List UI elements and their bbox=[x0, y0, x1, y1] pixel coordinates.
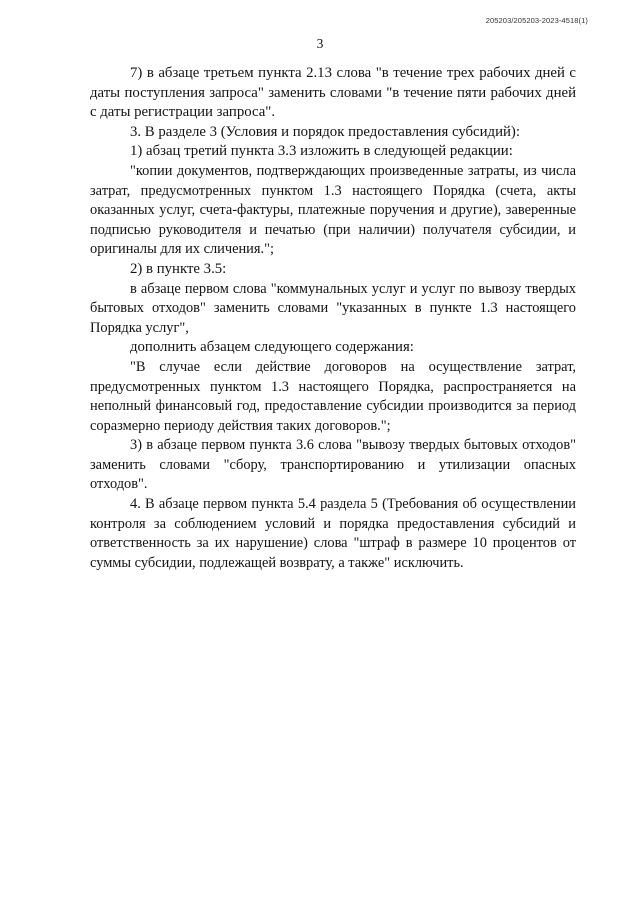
paragraph-quote-added: "В случае если действие договоров на осуществление затрат, предусмотренных пунктом 1.3 настоящего Порядка, распространяется на неполный финансовый год, предоставление субсидии производится за период соразмерно периоду действия таких договоров."; bbox=[90, 358, 576, 434]
paragraph-subitem-3: 3) в абзаце первом пункта 3.6 слова "вывозу твердых бытовых отходов" заменить словами "сбору, транспортированию и утилизации опасных отходов". bbox=[90, 437, 576, 493]
document-body bbox=[90, 64, 576, 573]
paragraph-quote-3-3: "копии документов, подтверждающих произведенные затраты, из числа затрат, предусмотренных пунктом 1.3 настоящего Порядка (счета, акты оказанных услуг, счета-фактуры, платежные поручения и другие), заверенные подписью руководителя и печатью (при наличии) получателя субсидии, и оригиналы для их сличения."; bbox=[90, 162, 576, 258]
paragraph-add-intro: дополнить абзацем следующего содержания: bbox=[130, 339, 414, 356]
paragraph-subitem-2: 2) в пункте 3.5: bbox=[130, 260, 227, 277]
page-number: 3 bbox=[316, 36, 324, 51]
paragraph-item-7: 7) в абзаце третьем пункта 2.13 слова "в течение трех рабочих дней с даты поступления запроса" заменить словами "в течение пяти рабочих дней с даты регистрации запроса". bbox=[90, 65, 576, 121]
document-id: 205203/205203-2023-4518(1) bbox=[485, 16, 588, 25]
paragraph-3-5-replacement: в абзаце первом слова "коммунальных услуг и услуг по вывозу твердых бытовых отходов" заменить словами "указанных в пункте 1.3 настоящего Порядка услуг", bbox=[90, 280, 576, 336]
paragraph-item-4: 4. В абзаце первом пункта 5.4 раздела 5 (Требования об осуществлении контроля за соблюдением условий и порядка предоставления субсидий и ответственность за их нарушение) слова "штраф в размере 10 процентов от суммы субсидии, подлежащей возврату, а также" исключить. bbox=[90, 496, 576, 571]
paragraph-section-3: 3. В разделе 3 (Условия и порядок предоставления субсидий): bbox=[130, 123, 520, 140]
paragraph-subitem-1: 1) абзац третий пункта 3.3 изложить в следующей редакции: bbox=[130, 143, 513, 160]
